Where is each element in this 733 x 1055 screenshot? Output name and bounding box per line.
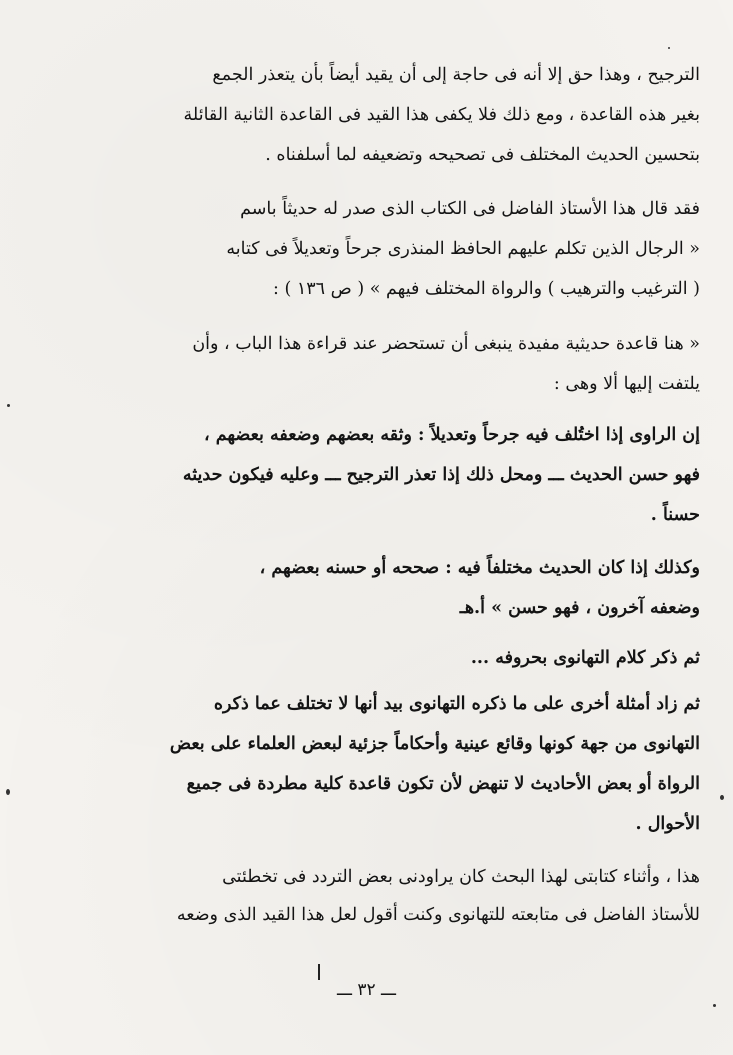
text-line: الأحوال . — [635, 814, 700, 834]
paragraph-6 — [82, 638, 700, 678]
scan-speck — [668, 47, 670, 49]
text-line: الترجيح ، وهذا حق إلا أنه فى حاجة إلى أن يقيد أيضاً بأن يتعذر الجمع — [212, 65, 700, 85]
text-line: يلتفت إليها ألا وهى : — [553, 374, 700, 394]
quoted-paragraph-2 — [82, 548, 700, 628]
paragraph-8 — [82, 858, 700, 934]
text-line: بتحسين الحديث المختلف فى تصحيحه وتضعيفه لما أسلفناه . — [265, 145, 700, 165]
text-line: « الرجال الذين تكلم عليهم الحافظ المنذرى جرحاً وتعديلاً فى كتابه — [226, 239, 700, 259]
paragraph-2 — [82, 189, 700, 309]
text-line: بغير هذه القاعدة ، ومع ذلك فلا يكفى هذا القيد فى القاعدة الثانية القائلة — [183, 105, 700, 125]
text-line: وكذلك إذا كان الحديث مختلفاً فيه : صححه أو حسنه بعضهم ، — [259, 558, 700, 578]
scan-speck — [6, 789, 10, 795]
page-number: ـــ ٣٢ ـــ — [337, 980, 396, 1000]
text-line: فقد قال هذا الأستاذ الفاضل فى الكتاب الذى صدر له حديثاً باسم — [240, 199, 700, 219]
paragraph-3 — [82, 324, 700, 404]
paragraph-1 — [82, 55, 700, 175]
text-line: ثم ذكر كلام التهانوى بحروفه ... — [470, 648, 700, 668]
text-line: « هنا قاعدة حديثية مفيدة ينبغى أن تستحضر عند قراءة هذا الباب ، وأن — [192, 334, 700, 354]
text-line: هذا ، وأثناء كتابتى لهذا البحث كان يراودنى بعض التردد فى تخطئتى — [222, 867, 700, 887]
scan-speck — [720, 795, 724, 800]
text-line: ثم زاد أمثلة أخرى على ما ذكره التهانوى بيد أنها لا تختلف عما ذكره — [213, 694, 700, 714]
text-line: للأستاذ الفاضل فى متابعته للتهانوى وكنت أقول لعل هذا القيد الذى وضعه — [176, 905, 700, 925]
text-line: ( الترغيب والترهيب ) والرواة المختلف فيهم » ( ص ١٣٦ ) : — [273, 279, 700, 299]
text-line: التهانوى من جهة كونها وقائع عينية وأحكاماً جزئية لبعض العلماء على بعض — [169, 734, 700, 754]
text-line: وضعفه آخرون ، فهو حسن » أ.هـ — [459, 598, 700, 618]
paragraph-7 — [82, 684, 700, 844]
quoted-paragraph-1 — [82, 415, 700, 535]
text-line: فهو حسن الحديث ـــ ومحل ذلك إذا تعذر الترجيح ـــ وعليه فيكون حديثه — [182, 465, 700, 485]
scan-speck — [713, 1004, 716, 1007]
text-line: حسناً . — [650, 505, 700, 525]
scan-speck — [7, 404, 10, 407]
text-line: الرواة أو بعض الأحاديث لا تنهض لأن تكون قاعدة كلية مطردة فى جميع — [186, 774, 700, 794]
text-line: إن الراوى إذا اختُلف فيه جرحاً وتعديلاً : وثقه بعضهم وضعفه بعضهم ، — [203, 425, 700, 445]
page-mark — [318, 964, 320, 980]
